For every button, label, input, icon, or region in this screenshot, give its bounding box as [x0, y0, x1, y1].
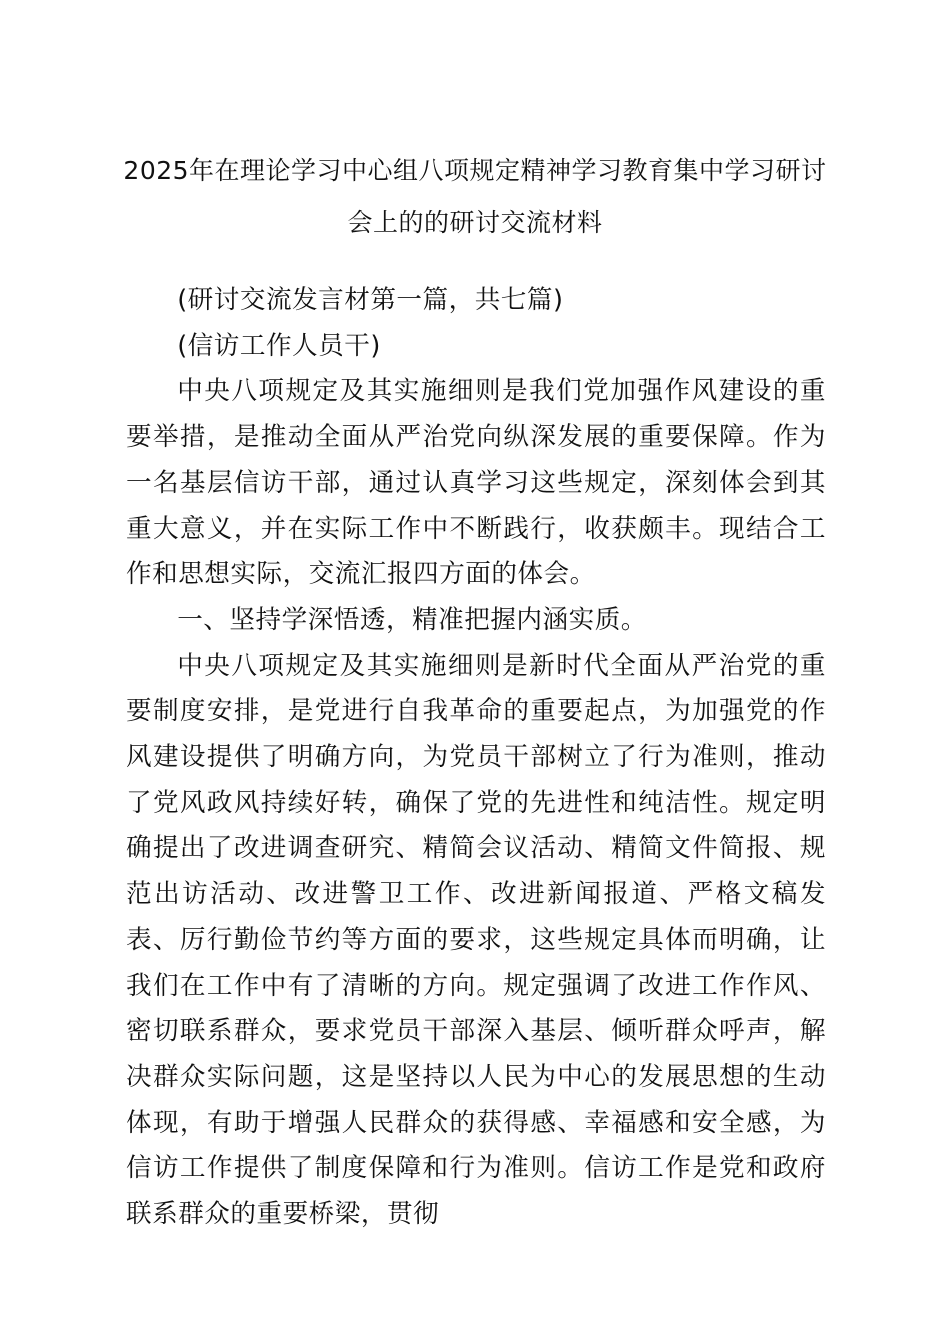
document-title-line-2: 会上的的研讨交流材料: [347, 208, 603, 237]
document-title-line-1: 2025年在理论学习中心组八项规定精神学习教育集中学习研讨: [123, 156, 827, 185]
section-heading-1: 一、坚持学深悟透，精准把握内涵实质。: [177, 604, 647, 635]
author-note: (信访工作人员干): [177, 330, 381, 361]
intro-paragraph: 中央八项规定及其实施细则是我们党加强作风建设的重要举措，是推动全面从严治党向纵深发展的重要保障。作为一名基层信访干部，通过认真学习这些规定，深刻体会到其重大意义，并在实际工作中不断践行，收获颇丰。现结合工作和思想实际，交流汇报四方面的体会。: [126, 376, 826, 590]
document-body: [126, 278, 826, 1238]
section-1-paragraph: 中央八项规定及其实施细则是新时代全面从严治党的重要制度安排，是党进行自我革命的重要起点，为加强党的作风建设提供了明确方向，为党员干部树立了行为准则，推动了党风政风持续好转，确保了党的先进性和纯洁性。规定明确提出了改进调查研究、精简会议活动、精简文件简报、规范出访活动、改进警卫工作、改进新闻报道、严格文稿发表、厉行勤俭节约等方面的要求，这些规定具体而明确，让我们在工作中有了清晰的方向。规定强调了改进工作作风、密切联系群众，要求党员干部深入基层、倾听群众呼声，解决群众实际问题，这是坚持以人民为中心的发展思想的生动体现，有助于增强人民群众的获得感、幸福感和安全感，为信访工作提供了制度保障和行为准则。信访工作是党和政府联系群众的重要桥梁，贯彻: [126, 650, 826, 1230]
series-note: (研讨交流发言材第一篇，共七篇): [177, 285, 564, 315]
